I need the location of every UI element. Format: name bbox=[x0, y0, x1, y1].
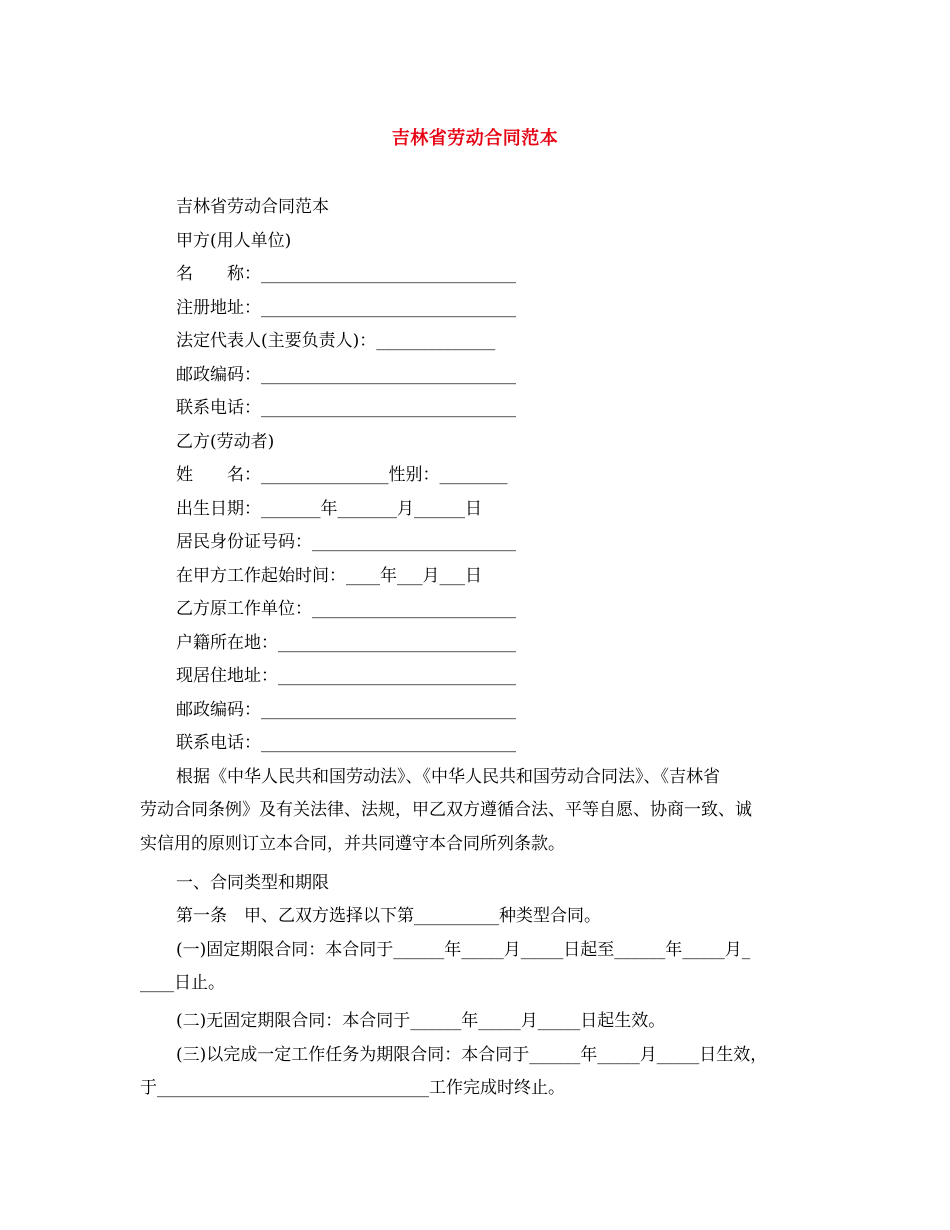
party-b-postcode-field: 邮政编码：______________________________ bbox=[176, 700, 516, 720]
subtitle-line: 吉林省劳动合同范本 bbox=[176, 197, 329, 217]
party-b-phone-field: 联系电话：______________________________ bbox=[176, 733, 516, 753]
party-b-birthdate-field: 出生日期：_______年_______月______日 bbox=[176, 499, 482, 519]
preamble-line-1: 根据《中华人民共和国劳动法》、《中华人民共和国劳动合同法》、《吉林省 bbox=[176, 767, 720, 787]
preamble-line-2: 劳动合同条例》及有关法律、法规，甲乙双方遵循合法、平等自愿、协商一致、诚 bbox=[140, 800, 752, 820]
document-title: 吉林省劳动合同范本 bbox=[391, 128, 559, 149]
clause-2: (二)无固定期限合同：本合同于______年_____月_____日起生效。 bbox=[176, 1011, 666, 1031]
clause-1-line-1: (一)固定期限合同：本合同于______年_____月_____日起至______年_____月_ bbox=[176, 940, 751, 960]
party-a-representative-field: 法定代表人(主要负责人)：______________ bbox=[176, 331, 496, 351]
clause-3-line-1: (三)以完成一定工作任务为期限合同：本合同于______年_____月_____日生效， bbox=[176, 1045, 768, 1065]
party-a-phone-field: 联系电话：______________________________ bbox=[176, 398, 516, 418]
party-b-id-number-field: 居民身份证号码：________________________ bbox=[176, 532, 516, 552]
party-b-name-gender-field: 姓 名：_______________性别：________ bbox=[176, 465, 508, 485]
clause-1-line-2: ____日止。 bbox=[140, 973, 225, 993]
party-a-address-field: 注册地址：______________________________ bbox=[176, 298, 516, 318]
preamble-line-3: 实信用的原则订立本合同，并共同遵守本合同所列条款。 bbox=[140, 834, 565, 854]
party-b-heading: 乙方(劳动者) bbox=[176, 432, 275, 452]
party-b-start-date-field: 在甲方工作起始时间：____年___月___日 bbox=[176, 566, 482, 586]
party-a-name-field: 名 称：______________________________ bbox=[176, 264, 516, 284]
party-a-heading: 甲方(用人单位) bbox=[176, 231, 292, 251]
party-b-previous-employer-field: 乙方原工作单位：________________________ bbox=[176, 599, 516, 619]
article-1: 第一条 甲、乙双方选择以下第__________种类型合同。 bbox=[176, 906, 601, 926]
party-b-household-registration-field: 户籍所在地：____________________________ bbox=[176, 633, 516, 653]
clause-3-line-2: 于________________________________工作完成时终止。 bbox=[140, 1078, 565, 1098]
section-1-heading: 一、合同类型和期限 bbox=[176, 873, 329, 893]
party-a-postcode-field: 邮政编码：______________________________ bbox=[176, 365, 516, 385]
party-b-current-address-field: 现居住地址：____________________________ bbox=[176, 666, 516, 686]
